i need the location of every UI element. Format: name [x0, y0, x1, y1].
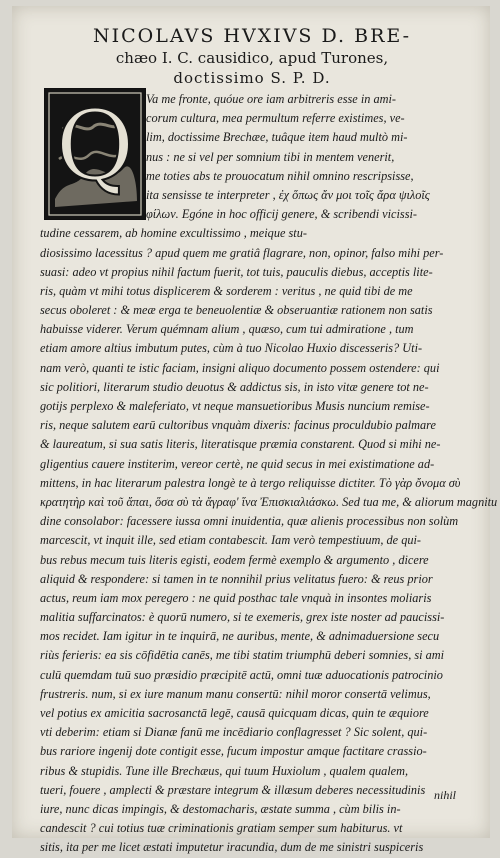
text-line: riùs ferieris: ea sis cōfidētia canēs, me tibi statim triumphū deberi somnies, si ami [40, 648, 445, 663]
text-line: candescit ? cui totius tuæ criminationis gratiam semper sum habiturus. vt [40, 821, 403, 836]
catchword: nihil [433, 788, 456, 802]
text-line: diosissimo lacessitus ? apud quem me gratiâ flagrare, non, opinor, falso mihi per- [40, 245, 444, 260]
text-line: gotijs perplexo & maleferiato, vt neque mansuetioribus Musis nuncium remise- [40, 399, 430, 413]
text-line: mittens, in hac literarum palestra longè te à tergo reliquisse dictiter. Τὸ γὰρ ὄνομα σὺ [40, 475, 461, 490]
text-line: sic politiori, literarum studio deuotus & addictus sis, in isto vitæ genere tot ne- [40, 379, 429, 394]
letter-body-text [40, 90, 498, 858]
text-line: marcescit, vt inquit ille, sed etiam contabescit. Iam verò tempestiuum, de qui- [40, 533, 421, 548]
text-line: bus rebus mecum tuis literis egisti, eodem fermè exemplo & argumento , dicere [40, 552, 429, 567]
svg-text:Q: Q [55, 90, 135, 202]
text-line: dine consolabor: facessere iussa omni inuidentia, quæ alienis processibus non solùm [40, 514, 459, 529]
text-line: sitis, ita per me licet æstati imputetur iracundia, dum de me sinistri suspiceris [40, 840, 424, 855]
heading-line-1: NICOLAVS HVXIVS D. BRE- [92, 25, 412, 47]
text-line: vti deberim: etiam si Dianæ fanū me incēdiario conflagresset ? Sic solent, qui- [40, 725, 428, 740]
text-line: culū quemdam tuū suo præsidio præcipitē actū, omni tuæ aduocationis patrocinio [40, 667, 443, 682]
text-line: κρατητὴρ καὶ τοῦ ἄπαι, ὅσα σὺ τὰ ἄγραφ' ἵνα Ἐπισκιαλιάσκω. Sed tua me, & aliorum magnitu [40, 494, 498, 509]
text-line: ris, quàm vt mihi totus displicerem & sorderem : veritus , ne quid tibi de me [40, 283, 413, 298]
text-line: tueri, fouere , amplecti & præstare integrum & illæsum deberes necessitudinis [40, 782, 426, 797]
text-line: Va me fronte, quóue ore iam arbitreris esse in ami- [146, 92, 397, 106]
text-line: frustreris. num, si ex iure manum manu consertū: nihil moror consertā velimus, [40, 686, 431, 701]
text-line: bus rariore ingenij dote contigit esse, fucum impostur amque factitare crassio- [40, 744, 427, 759]
text-line: habuisse viderer. Verum quémnam alium , quæso, cum tui admiratione , tum [40, 322, 414, 337]
text-line: secus oboleret : & meæ erga te beneuolentiæ & obseruantiæ rationem non satis [40, 303, 433, 318]
text-line: nam verò, quanti te istic faciam, insigni aliquo documento possem ostendere: qui [40, 360, 440, 375]
text-line: ita sensisse te interpreter , ἐχ ὅπως ἄν μοι τοῖς ἄρα ψιλοῖς [146, 187, 430, 202]
text-line: etiam amore altius imbutum putes, cùm à tuo Nicolao Huxio discesseris? Uti- [40, 341, 423, 356]
heading-line-3: doctissimo S. P. D. [173, 69, 331, 87]
text-line: ris, neque salutem earū cultoribus vnquàm dixeris: facinus proculdubio palmare [40, 418, 436, 433]
text-line: iure, nunc dicas impingis, & destomacharis, æstate summa , cùm bilis in- [40, 801, 401, 816]
text-line: mos recidet. Iam igitur in te inquirā, ne auribus, mente, & adnimaduersione secu [40, 629, 440, 644]
text-line: suasi: adeo vt propius nihil factum fuerit, tot tuis, pauculis diebus, acceptis lite- [40, 264, 433, 279]
text-line: actus, reum iam mox peregero : ne quid posthac tale vnquà in insontes moliaris [40, 590, 432, 605]
text-line: lim, doctissime Brechæe, tuâque item haud multò mi- [146, 130, 408, 145]
letter-heading [42, 24, 462, 88]
text-line: φίλων. Egóne in hoc officij genere, & scribendi vicissi- [146, 207, 418, 222]
text-line: tudine cessarem, ab homine excultissimo , meique stu- [40, 226, 307, 241]
text-line: ribus & stupidis. Tune ille Brechæus, qui tuum Huxiolum , qualem qualem, [40, 763, 409, 778]
text-line: aliquid & respondere: si tamen in te nonnihil prius velitatus fuero: & reus prior [40, 571, 433, 586]
text-line: vel potius ex amicitia sacrosanctā legē, causā quicquam dicas, quin te æquiore [40, 706, 429, 720]
text-line: & laureatum, si sua satis literis, literatisque præmia constarent. Quod si mihi ne- [40, 437, 441, 452]
text-line: corum cultura, mea permultum referre existimes, ve- [146, 111, 405, 126]
text-line: gligentius cauere institerim, vereor certè, ne quid secus in mei existimatione ad- [40, 456, 435, 471]
text-line: nus : ne si vel per somnium tibi in mentem venerit, [146, 149, 395, 164]
text-line: me toties abs te prouocatum nihil omnino rescripsisse, [146, 168, 414, 183]
text-line: malitia suffarcinatos: è quorū numero, si te exemeris, grex iste noster ad paucissi- [40, 610, 445, 625]
heading-line-2: chæo I. C. causidico, apud Turones, [115, 49, 389, 67]
